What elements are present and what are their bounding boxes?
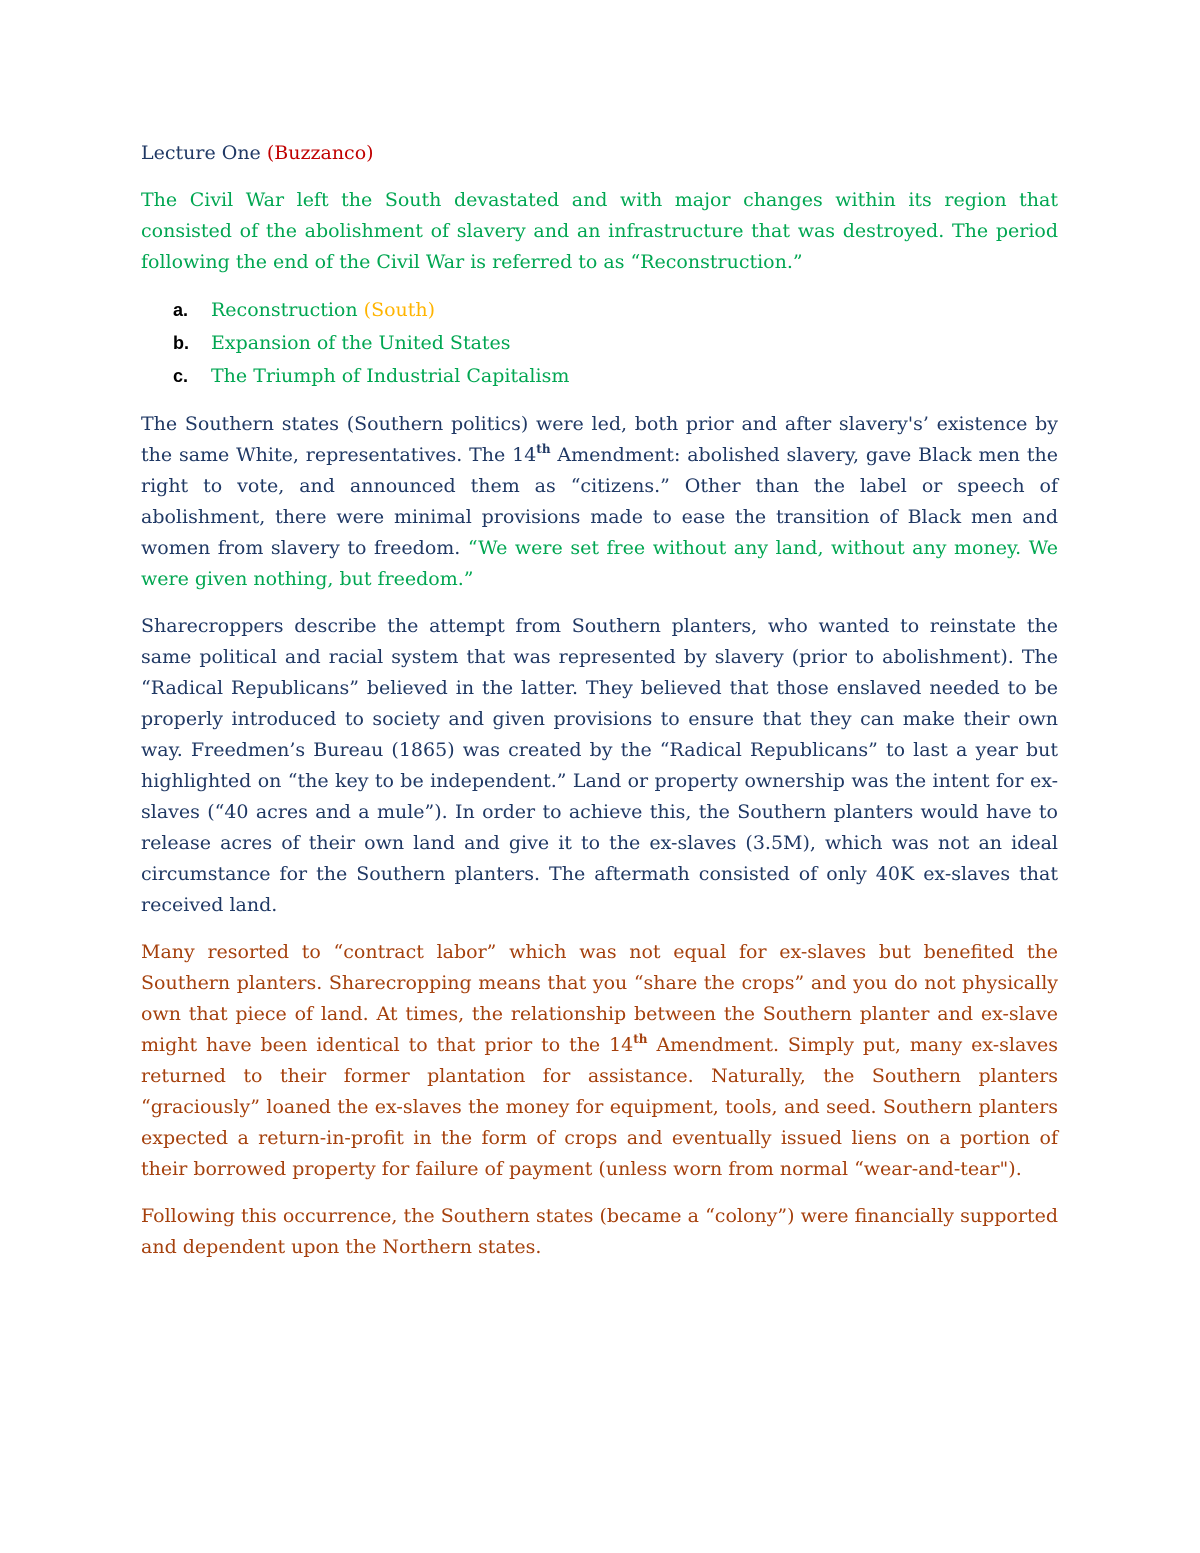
list-item [141,360,1058,393]
document-page [141,138,1058,1279]
list-item [141,327,1058,360]
freedom-quote: “We were set free without any land, without any money. We were given nothing, but freedom.” [141,537,1058,590]
list-item [141,294,1058,327]
list-marker: a. [173,300,189,320]
list-item-note: (South) [363,299,436,321]
contract-labor-paragraph [141,937,1058,1185]
lecture-title [141,138,1058,169]
lecture-title-text: Lecture One [141,142,261,164]
list-item-label: The Triumph of Industrial Capitalism [211,365,570,387]
lecture-author: (Buzzanco) [266,142,374,164]
conclusion-paragraph: Following this occurrence, the Southern states (became a “colony”) were financially supported and dependent upon the Northern states. [141,1205,1058,1258]
list-marker: c. [173,366,189,386]
paragraph-text: The Southern states (Southern politics) were led, both prior and after slavery's’ existence by the same White, representatives. The 14 [141,413,1058,466]
list-marker: b. [173,333,189,353]
southern-states-paragraph [141,409,1058,595]
paragraph-text: Amendment. Simply put, many ex-slaves returned to their former plantation for assistance. Naturally, the Southern planters “graciously” loaned the ex-slaves the money for equipment, tools, and seed. Southern planters expected a return-in-profit in the form of crops and eventually issued liens on a portion of their borrowed property for failure of payment (unless worn from normal “wear-and-tear"). [141,1034,1059,1180]
intro-paragraph: The Civil War left the South devastated and with major changes within its region that consisted of the abolishment of slavery and an infrastructure that was destroyed. The period following the end of the Civil War is referred to as “Reconstruction.” [141,189,1058,273]
topics-list [141,294,1058,393]
paragraph-text: Amendment: abolished slavery, gave Black men the right to vote, and announced them as “citizens.” Other than the label or speech of abolishment, there were minimal provisions made to ease the transition of Black men and women from slavery to freedom. [141,444,1058,559]
paragraph-text: Many resorted to “contract labor” which was not equal for ex-slaves but benefited the Southern planters. Sharecropping means that you “share the crops” and you do not physically own that piece of land. At times, the relationship between the Southern planter and ex-slave might have been identical to that prior to the 14 [141,941,1058,1056]
list-item-label: Reconstruction [211,299,358,321]
ordinal-suffix: th [633,1032,648,1046]
ordinal-suffix: th [536,442,551,456]
sharecroppers-paragraph: Sharecroppers describe the attempt from Southern planters, who wanted to reinstate the same political and racial system that was represented by slavery (prior to abolishment). The “Radical Republicans” believed in the latter. They believed that those enslaved needed to be properly introduced to society and given provisions to ensure that they can make their own way. Freedmen’s Bureau (1865) was created by the “Radical Republicans” to last a year but highlighted on “the key to be independent.” Land or property ownership was the intent for ex-slaves (“40 acres and a mule”). In order to achieve this, the Southern planters would have to release acres of their own land and give it to the ex-slaves (3.5M), which was not an ideal circumstance for the Southern planters. The aftermath consisted of only 40K ex-slaves that received land. [141,615,1058,916]
list-item-label: Expansion of the United States [211,332,511,354]
